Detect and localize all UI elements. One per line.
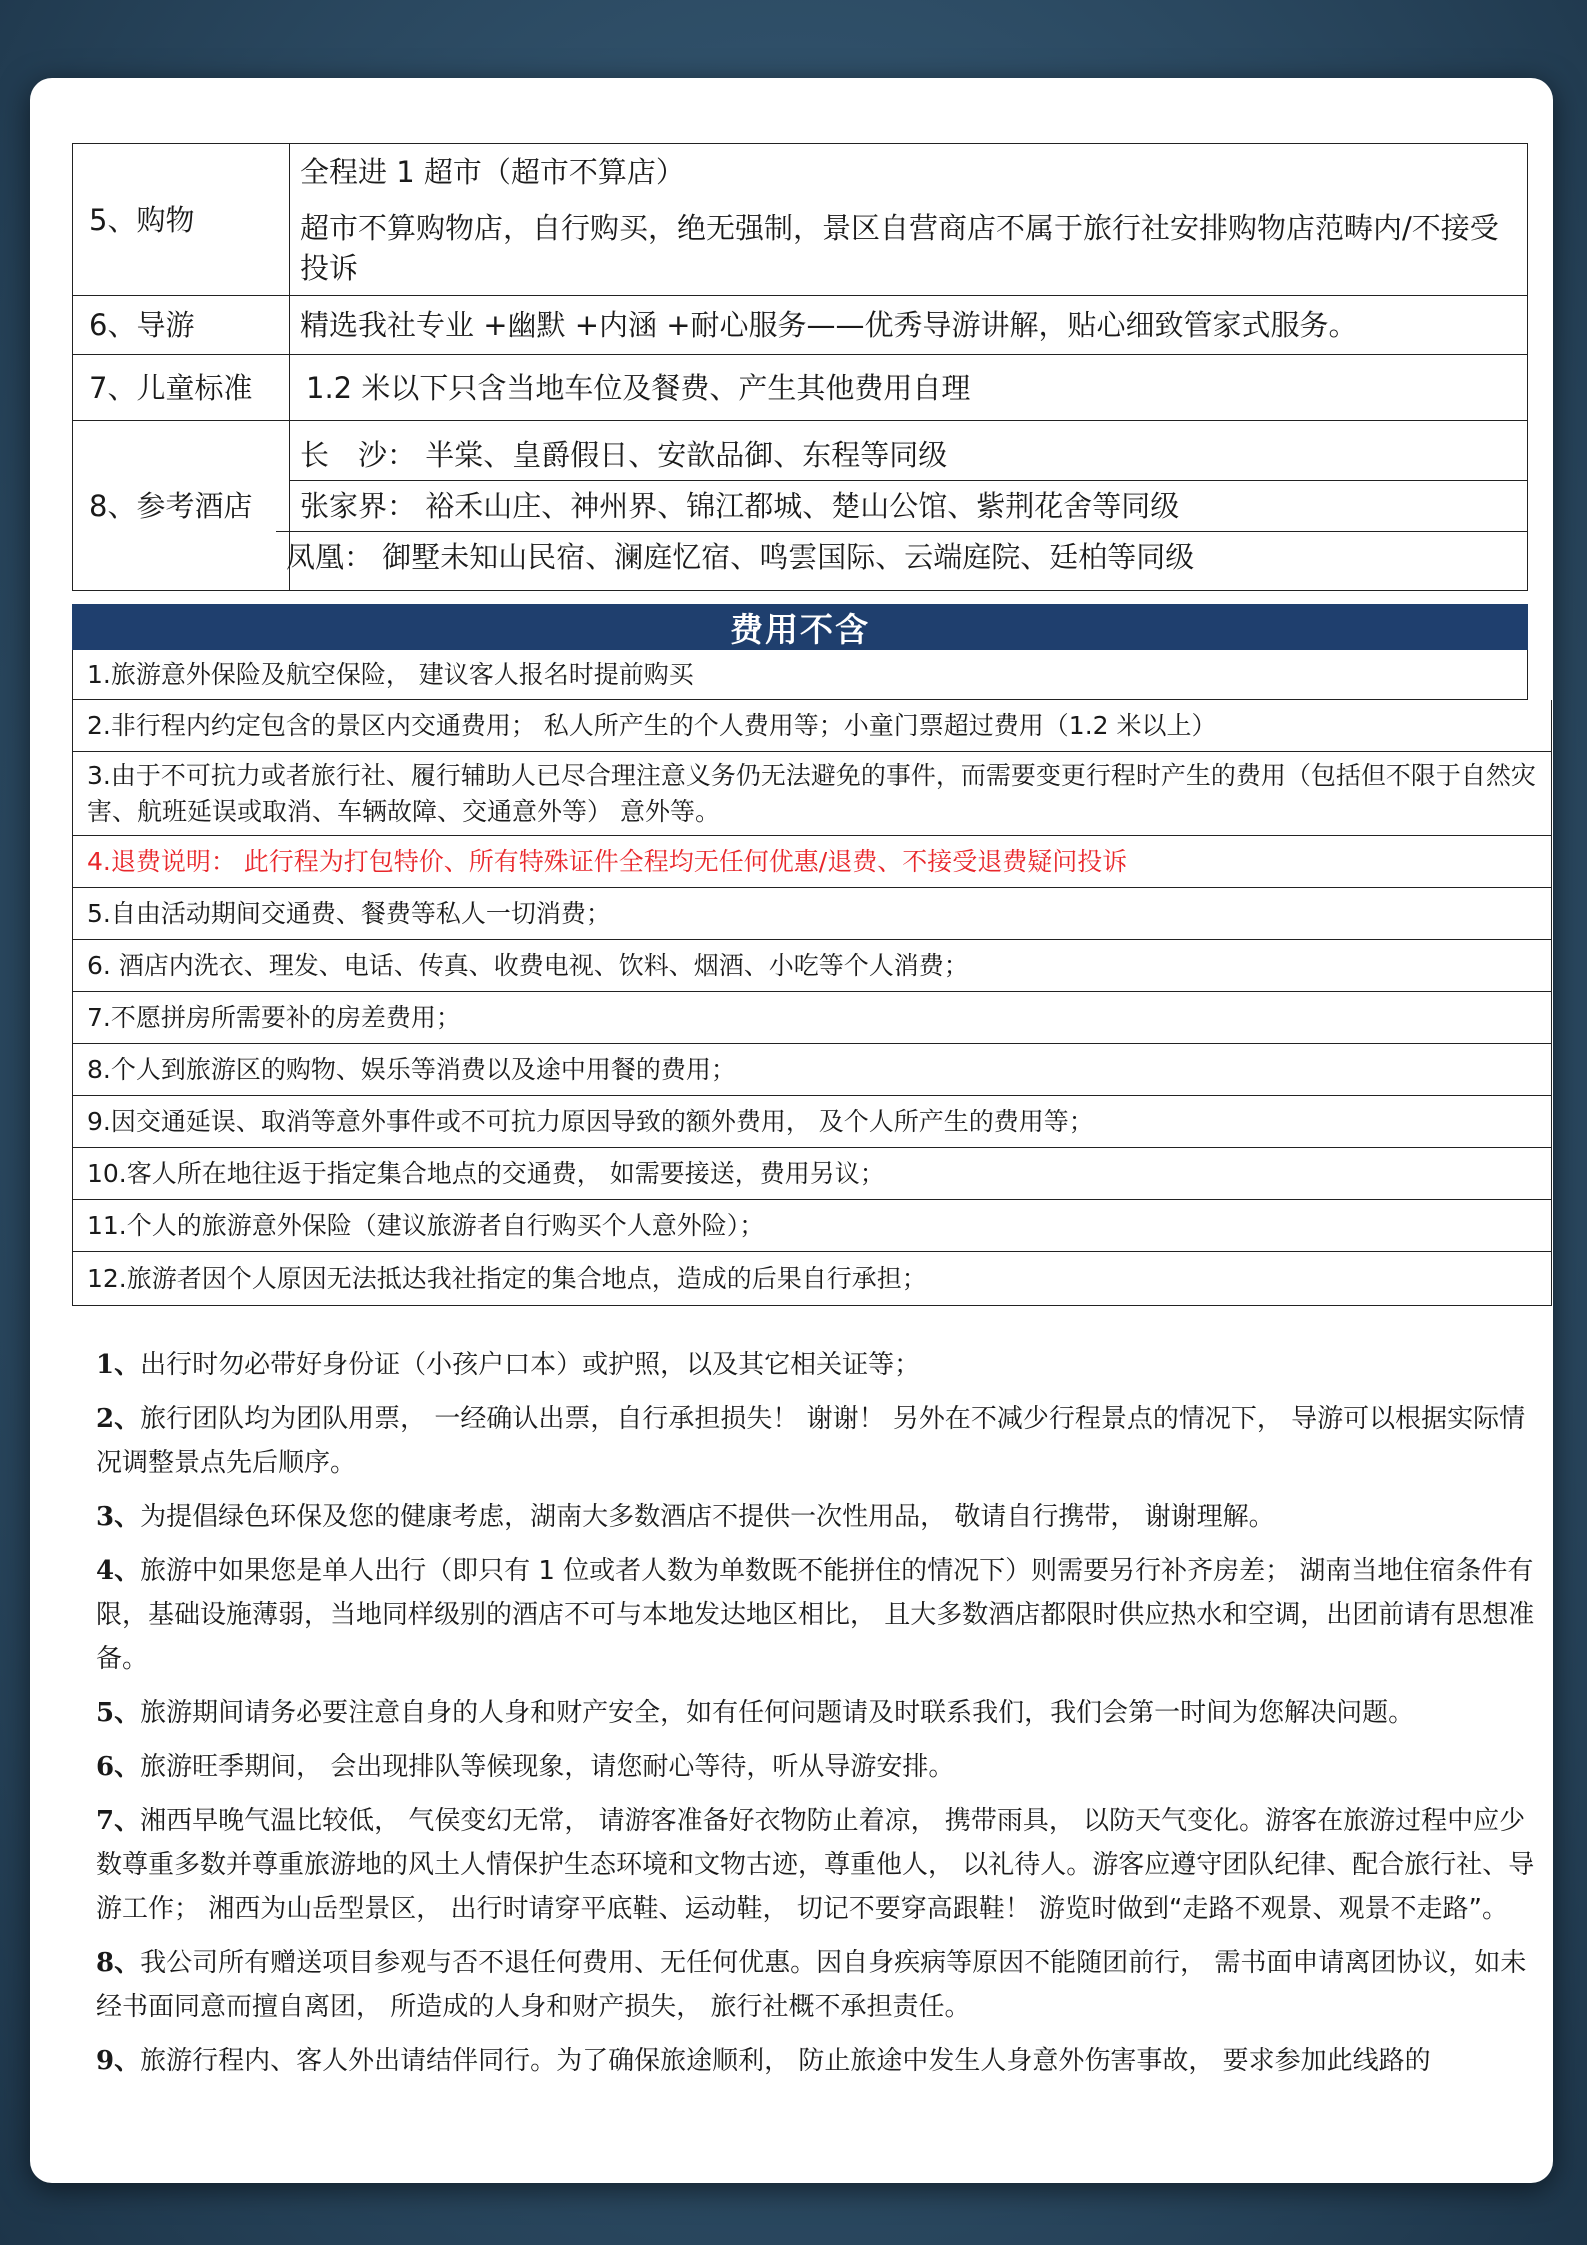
itinerary-table [72,143,1528,591]
guide-text: 精选我社专业 +幽默 +内涵 +耐心服务——优秀导游讲解，贴心细致管家式服务。 [290,296,1528,355]
note-item: 8、我公司所有赠送项目参观与否不退任何费用、无任何优惠。因自身疾病等原因不能随团前行， 需书面申请离团协议，如未经书面同意而擅自离团， 所造成的人身和财产损失， 旅行社概不承担责任。 [96,1948,1527,2022]
shopping-line-2: 超市不算购物店，自行购买，绝无强制，景区自营商店不属于旅行社安排购物店范畴内/不接受投诉 [300,210,1499,285]
exclude-item: 5.自由活动期间交通费、餐费等私人一切消费； [72,888,1552,940]
exclude-item: 6. 酒店内洗衣、理发、电话、传真、收费电视、饮料、烟酒、小吃等个人消费； [72,940,1552,992]
hotel-row [73,421,1528,591]
exclude-item: 3.由于不可抗力或者旅行社、履行辅助人已尽合理注意义务仍无法避免的事件，而需要变更行程时产生的费用（包括但不限于自然灾害、航班延误或取消、车辆故障、交通意外等） 意外等。 [72,752,1552,836]
exclude-item: 11.个人的旅游意外保险（建议旅游者自行购买个人意外险）； [72,1200,1552,1252]
child-text: 1.2 米以下只含当地车位及餐费、产生其他费用自理 [290,355,1528,421]
hotel-line-fenghuang: 凤凰： 御墅未知山民宿、澜庭忆宿、鸣雲国际、云端庭院、廷柏等同级 [276,531,1527,582]
excludes-banner: 费用不含 [72,604,1528,650]
shopping-row [73,144,1528,296]
exclude-item: 8.个人到旅游区的购物、娱乐等消费以及途中用餐的费用； [72,1044,1552,1096]
note-item: 1、出行时勿必带好身份证（小孩户口本）或护照，以及其它相关证等； [96,1350,921,1380]
exclude-item: 12.旅游者因个人原因无法抵达我社指定的集合地点，造成的后果自行承担； [72,1252,1552,1306]
exclude-item: 9.因交通延误、取消等意外事件或不可抗力原因导致的额外费用， 及个人所产生的费用等； [72,1096,1552,1148]
guide-row [73,296,1528,355]
hotel-line-zhangjiajie: 张家界： 裕禾山庄、神州界、锦江都城、楚山公馆、紫荆花舍等同级 [290,480,1527,531]
exclude-item: 2.非行程内约定包含的景区内交通费用； 私人所产生的个人费用等；小童门票超过费用（1.2 米以上） [72,700,1552,752]
note-item: 2、旅行团队均为团队用票， 一经确认出票，自行承担损失！ 谢谢！ 另外在不减少行程景点的情况下， 导游可以根据实际情况调整景点先后顺序。 [96,1404,1526,1478]
note-item: 6、旅游旺季期间， 会出现排队等候现象，请您耐心等待，听从导游安排。 [96,1752,955,1782]
hotel-label: 8、参考酒店 [73,421,290,591]
exclude-item: 10.客人所在地往返于指定集合地点的交通费， 如需要接送，费用另议； [72,1148,1552,1200]
note-item: 3、为提倡绿色环保及您的健康考虑，湖南大多数酒店不提供一次性用品， 敬请自行携带， 谢谢理解。 [96,1502,1275,1532]
shopping-line-1: 全程进 1 超市（超市不算店） [300,154,685,189]
hotel-line-changsha: 长 沙： 半棠、皇爵假日、安歆品御、东程等同级 [300,437,948,472]
exclude-item: 7.不愿拼房所需要补的房差费用； [72,992,1552,1044]
exclude-item-refund: 4.退费说明： 此行程为打包特价、所有特殊证件全程均无任何优惠/退费、不接受退费疑问投诉 [72,836,1552,888]
excludes-list [72,650,1552,1306]
guide-label: 6、导游 [73,296,290,355]
child-row [73,355,1528,421]
note-item: 4、旅游中如果您是单人出行（即只有 1 位或者人数为单数既不能拼住的情况下）则需要另行补齐房差； 湖南当地住宿条件有限，基础设施薄弱，当地同样级别的酒店不可与本地发达地区相比， 且大多数酒店都限时供应热水和空调，出团前请有思想准备。 [96,1556,1535,1674]
note-item: 5、旅游期间请务必要注意自身的人身和财产安全，如有任何问题请及时联系我们，我们会第一时间为您解决问题。 [96,1698,1415,1728]
note-item: 7、湘西早晚气温比较低， 气侯变幻无常， 请游客准备好衣物防止着凉， 携带雨具， 以防天气变化。游客在旅游过程中应少数尊重多数并尊重旅游地的风土人情保护生态环境和文物古迹，尊重他人， 以礼待人。游客应遵守团队纪律、配合旅行社、导游工作； 湘西为山岳型景区， 出行时请穿平底鞋、运动鞋， 切记不要穿高跟鞋！ 游览时做到“走路不观景、观景不走路”。 [96,1806,1535,1924]
note-item: 9、旅游行程内、客人外出请结伴同行。为了确保旅途顺利， 防止旅途中发生人身意外伤害事故， 要求参加此线路的 [96,2046,1431,2076]
notes-section [96,1343,1536,2093]
child-label: 7、儿童标准 [73,355,290,421]
document-card [30,78,1553,2183]
shopping-label: 5、购物 [73,144,290,296]
shopping-content [290,144,1528,296]
exclude-item: 1.旅游意外保险及航空保险， 建议客人报名时提前购买 [72,650,1528,700]
hotel-content [286,421,1528,591]
